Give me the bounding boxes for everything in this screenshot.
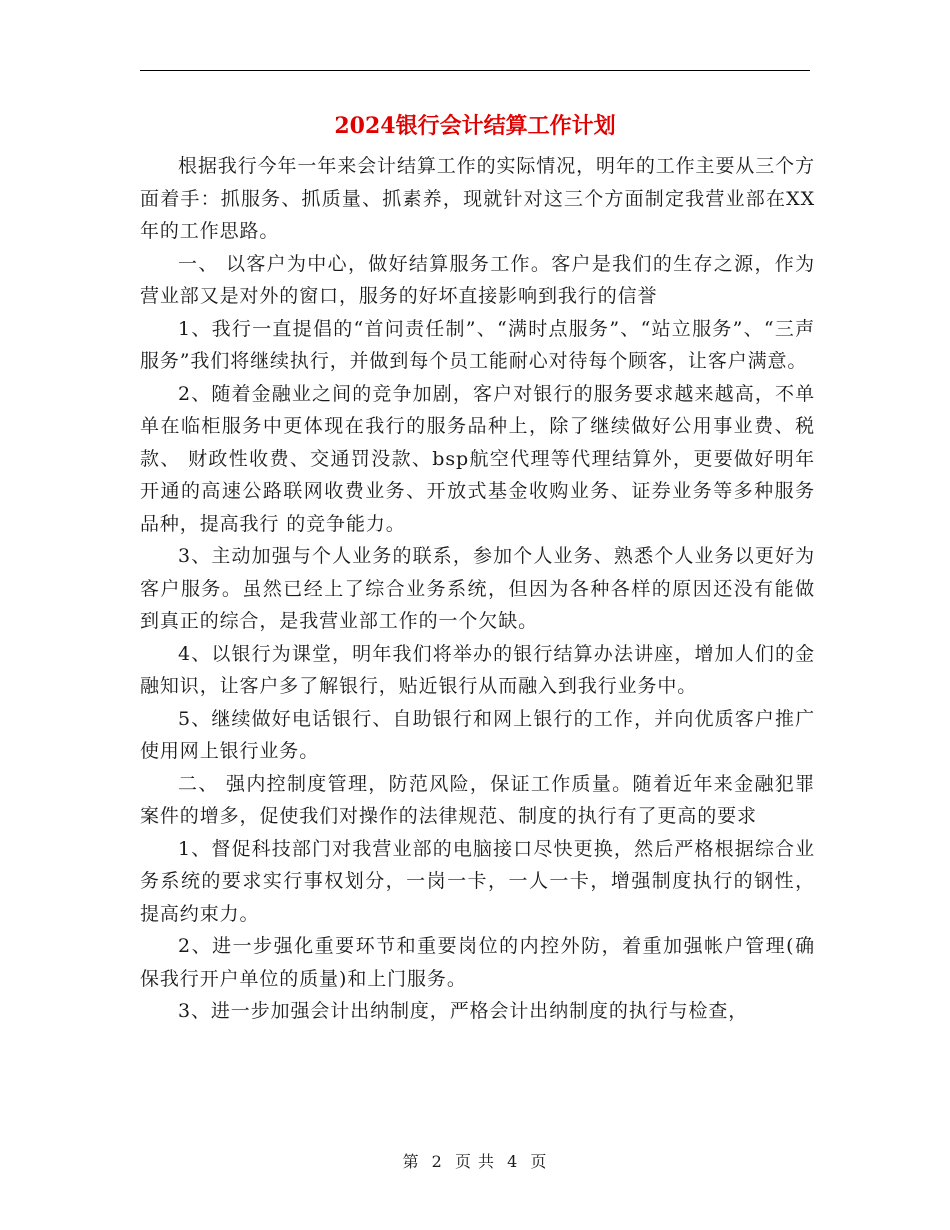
paragraph: 根据我行今年一年来会计结算工作的实际情况，明年的工作主要从三个方面着手：抓服务、抓质量、抓素养，现就针对这三个方面制定我营业部在XX年的工作思路。 [140,155,815,242]
paragraph: 3、主动加强与个人业务的联系，参加个人业务、熟悉个人业务以更好为客户服务。虽然已经上了综合业务系统，但因为各种各样的原因还没有能做到真正的综合，是我营业部工作的一个欠缺。 [140,545,815,632]
paragraph: 1、我行一直提倡的“首问责任制”、“满时点服务”、“站立服务”、“三声服务”我们将继续执行，并做到每个员工能耐心对待每个顾客，让客户满意。 [140,317,815,372]
footer-suffix: 页 [530,1152,548,1171]
paragraph: 2、进一步强化重要环节和重要岗位的内控外防，着重加强帐户管理(确保我行开户单位的质量)和上门服务。 [140,935,815,990]
paragraph: 一、 以客户为中心，做好结算服务工作。客户是我们的生存之源，作为营业部又是对外的窗口，服务的好坏直接影响到我行的信誉 [140,252,815,307]
paragraph: 5、继续做好电话银行、自助银行和网上银行的工作，并向优质客户推广使用网上银行业务。 [140,707,815,762]
paragraph: 1、督促科技部门对我营业部的电脑接口尽快更换，然后严格根据综合业务系统的要求实行事权划分，一岗一卡，一人一卡，增强制度执行的钢性，提高约束力。 [140,837,815,925]
footer-page-number: 2 [431,1152,443,1171]
page-footer [0,1150,950,1174]
paragraph: 3、进一步加强会计出纳制度，严格会计出纳制度的执行与检查， [178,1000,749,1022]
paragraph: 4、以银行为课堂，明年我们将举办的银行结算办法讲座，增加人们的金融知识，让客户多了解银行，贴近银行从而融入到我行业务中。 [140,642,815,697]
footer-total-pages: 4 [507,1152,519,1171]
paragraph: 二、 强内控制度管理，防范风险，保证工作质量。随着近年来金融犯罪案件的增多，促使我们对操作的法律规范、制度的执行有了更高的要求 [140,772,815,827]
header-rule [140,70,810,71]
document-body [140,150,815,1028]
footer-prefix: 第 [402,1152,420,1171]
footer-middle: 页 共 [454,1152,496,1171]
document-title: 2024银行会计结算工作计划 [334,113,616,139]
paragraph: 2、随着金融业之间的竞争加剧，客户对银行的服务要求越来越高，不单单在临柜服务中更体现在我行的服务品种上，除了继续做好公用事业费、税款、 财政性收费、交通罚没款、bsp航空代理等代理结算外，更要做好明年开通的高速公路联网收费业务、开放式基金收购业务、证券业务等多种服务品种，提高我行 的竞争能力。 [140,382,815,535]
